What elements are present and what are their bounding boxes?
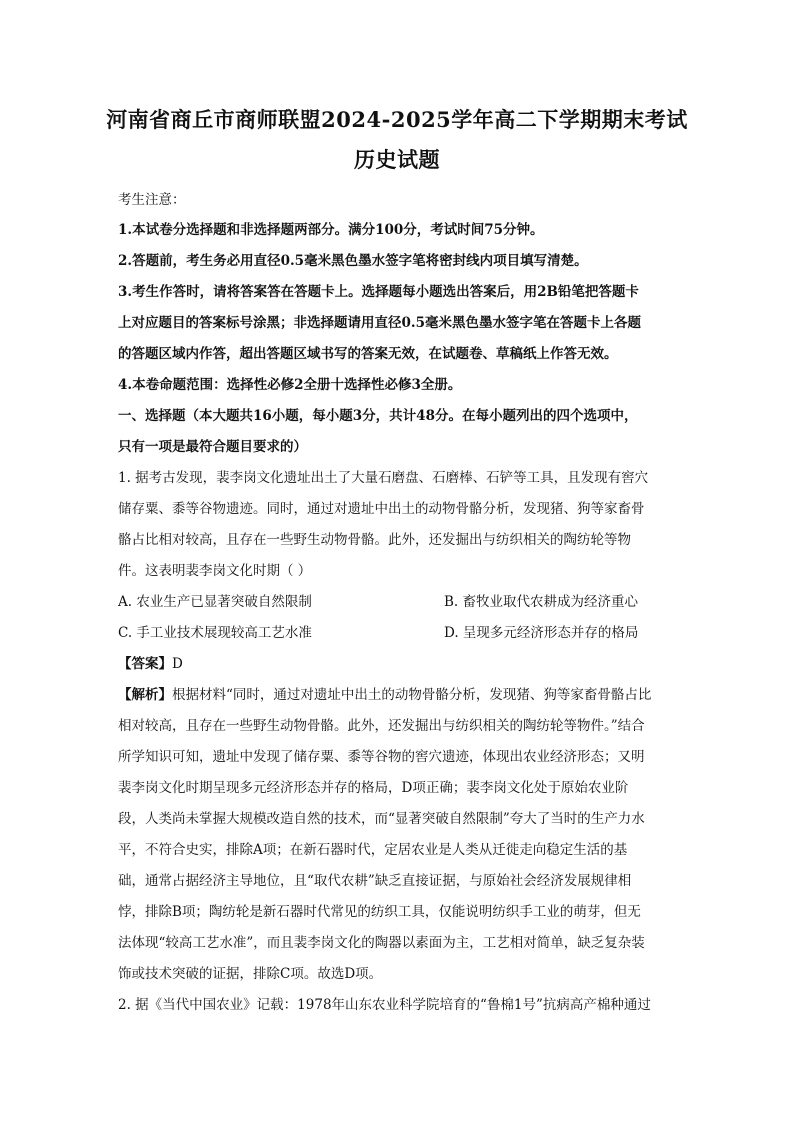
exam-subtitle: 历史试题	[354, 147, 440, 172]
option-d: D. 呈现多元经济形态并存的格局	[444, 625, 639, 641]
notice-item: 3.考生作答时，请将答案答在答题卡上。选择题每小题选出答案后，用2B铅笔把答题卡	[118, 284, 639, 300]
notice-item: 1.本试卷分选择题和非选择题两部分。满分100分，考试时间75分钟。	[118, 222, 544, 238]
question-stem: 骼占比相对较高，且存在一些野生动物骨骼。此外，还发掘出与纺织相关的陶纺轮等物	[118, 532, 631, 548]
answer-line	[118, 649, 678, 680]
notice-header: 考生注意：	[118, 192, 186, 208]
exam-title: 河南省商丘市商师联盟2024-2025学年高二下学期期末考试	[106, 107, 688, 132]
answer-label: 【答案】	[118, 656, 172, 672]
analysis-line: 平，不符合史实，排除A项；在新石器时代，定居农业是人类从迁徙走向稳定生活的基	[118, 842, 628, 858]
options-row	[118, 587, 678, 618]
notice-item: 4.本卷命题范围：选择性必修2全册十选择性必修3全册。	[118, 377, 462, 393]
section-heading: 一、选择题（本大题共16小题，每小题3分，共计48分。在每小题列出的四个选项中，	[118, 408, 638, 424]
option-a: A. 农业生产已显著突破自然限制	[118, 594, 312, 610]
document-body	[118, 185, 678, 1021]
options-row	[118, 618, 678, 649]
analysis-line: 础，通常占据经济主导地位，且“取代农耕”缺乏直接证据，与原始社会经济发展规律相	[118, 873, 632, 889]
analysis-line: 悖，排除B项；陶纺轮是新石器时代常见的纺织工具，仅能说明纺织手工业的萌芽，但无	[118, 904, 641, 920]
question-stem: 储存粟、黍等谷物遗迹。同时，通过对遗址中出土的动物骨骼分析，发现猪、狗等家畜骨	[118, 501, 645, 517]
notice-item: 上对应题目的答案标号涂黑；非选择题请用直径0.5毫米黑色墨水签字笔在答题卡上各题	[118, 315, 641, 331]
analysis-line: 饰或技术突破的证据，排除C项。故选D项。	[118, 966, 383, 982]
option-b: B. 畜牧业取代农耕成为经济重心	[444, 594, 639, 610]
analysis-line: 裴李岗文化时期呈现多元经济形态并存的格局，D项正确；裴李岗文化处于原始农业阶	[118, 780, 629, 796]
analysis-line	[118, 680, 678, 711]
analysis-line: 段，人类尚未掌握大规模改造自然的技术，而“显著突破自然限制”夸大了当时的生产力水	[118, 811, 645, 827]
question-stem: 2. 据《当代中国农业》记载：1978年山东农业科学院培育的“鲁棉1号”抗病高产棉种通过	[118, 997, 651, 1013]
question-stem: 1. 据考古发现，裴李岗文化遗址出土了大量石磨盘、石磨棒、石铲等工具，且发现有窖穴	[118, 470, 649, 486]
notice-item: 2.答题前，考生务必用直径0.5毫米黑色墨水签字笔将密封线内项目填写清楚。	[118, 253, 588, 269]
question-stem: 件。这表明裴李岗文化时期（ ）	[118, 563, 312, 579]
analysis-line: 相对较高，且存在一些野生动物骨骼。此外，还发掘出与纺织相关的陶纺轮等物件。”结合	[118, 718, 645, 734]
analysis-line: 法体现“较高工艺水准”，而且裴李岗文化的陶器以素面为主，工艺相对简单，缺乏复杂装	[118, 935, 645, 951]
section-heading: 只有一项是最符合题目要求的）	[118, 439, 307, 455]
option-c: C. 手工业技术展现较高工艺水准	[118, 625, 312, 641]
analysis-label: 【解析】	[118, 687, 172, 703]
analysis-line: 所学知识可知，遗址中发现了储存粟、黍等谷物的窖穴遗迹，体现出农业经济形态；又明	[118, 749, 645, 765]
analysis-text: 根据材料“同时，通过对遗址中出土的动物骨骼分析，发现猪、狗等家畜骨骼占比	[172, 687, 652, 703]
notice-item: 的答题区域内作答，超出答题区域书写的答案无效，在试题卷、草稿纸上作答无效。	[118, 346, 618, 362]
answer-value: D	[172, 656, 183, 672]
